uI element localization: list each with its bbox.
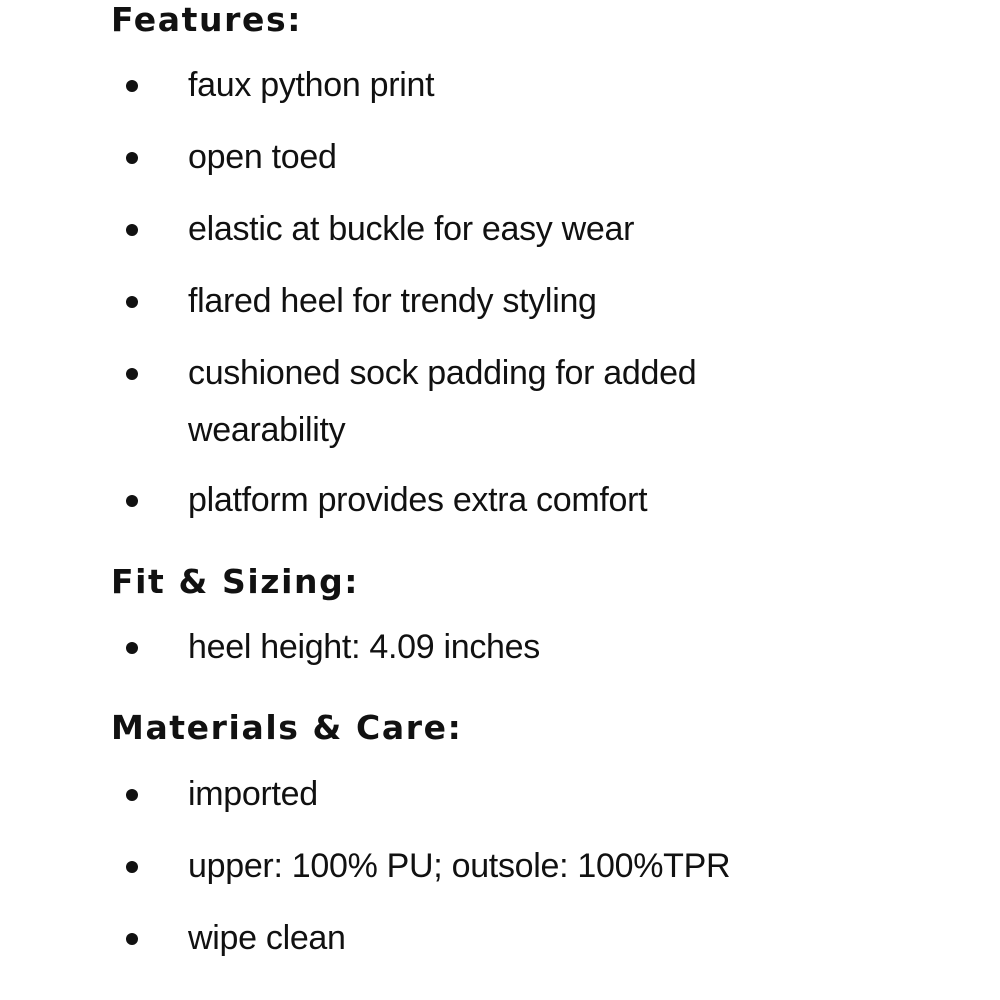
list-item-text: open toed [188,138,337,176]
features-heading: Features: [111,0,303,39]
list-item [0,273,1000,345]
fit-sizing-list [0,619,1000,691]
bullet-dot-icon [126,224,138,236]
bullet-dot-icon [126,152,138,164]
list-item [0,838,1000,910]
materials-care-heading: Materials & Care: [111,708,463,747]
materials-care-list [0,766,1000,982]
list-item-text: faux python print [188,66,435,104]
list-item-text: platform provides extra comfort [188,481,648,519]
list-item [0,345,1000,472]
bullet-dot-icon [126,368,138,380]
list-item [0,910,1000,982]
list-item-text: cushioned sock padding for added wearability [188,354,697,449]
list-item-text: heel height: 4.09 inches [188,628,540,666]
list-item-text: imported [188,775,318,813]
bullet-dot-icon [126,789,138,801]
list-item-text: upper: 100% PU; outsole: 100%TPR [188,847,731,885]
bullet-dot-icon [126,296,138,308]
features-list [0,57,1000,544]
bullet-dot-icon [126,495,138,507]
list-item [0,57,1000,129]
list-item-text: elastic at buckle for easy wear [188,210,635,248]
list-item [0,766,1000,838]
list-item [0,619,1000,691]
bullet-dot-icon [126,861,138,873]
list-item [0,129,1000,201]
bullet-dot-icon [126,642,138,654]
list-item-text: wipe clean [188,919,346,957]
list-item [0,472,1000,544]
bullet-dot-icon [126,933,138,945]
fit-sizing-heading: Fit & Sizing: [111,562,360,601]
list-item [0,201,1000,273]
list-item-text: flared heel for trendy styling [188,282,597,320]
bullet-dot-icon [126,80,138,92]
